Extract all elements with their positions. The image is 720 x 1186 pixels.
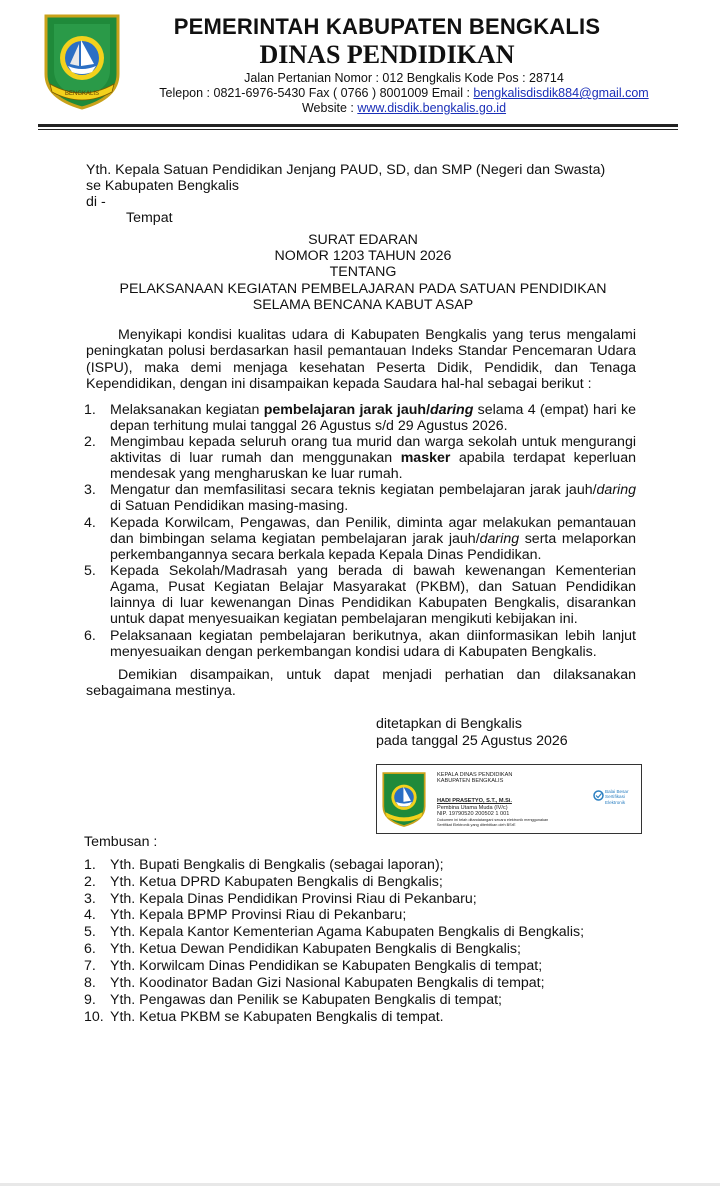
closing-paragraph: Demikian disampaikan, untuk dapat menjadi perhatian dan dilaksanakan sebagaimana mestinya. <box>86 667 636 700</box>
e-sign-note-2: Sertifikat Elektronik yang diterbitkan oleh BSrE <box>437 823 516 827</box>
cc-number: 1. <box>84 857 96 873</box>
cc-number: 5. <box>84 924 96 940</box>
cc-item-4 <box>84 907 644 923</box>
email-link[interactable]: bengkalisdisdik884@gmail.com <box>473 86 649 100</box>
signer-title-2: KABUPATEN BENGKALIS <box>437 778 504 784</box>
letter-number: NOMOR 1203 TAHUN 2026 <box>274 248 452 264</box>
cc-item-9 <box>84 992 644 1008</box>
contact-prefix: Telepon : 0821-6976-5430 Fax ( 0766 ) 8001009 Email : <box>159 86 474 100</box>
recipient-place: Tempat <box>126 210 173 226</box>
cc-number: 8. <box>84 975 96 991</box>
cc-number: 2. <box>84 874 96 890</box>
item-emphasis-italic: daring <box>430 402 474 418</box>
cc-item-7 <box>84 958 644 974</box>
bsre-line-3: Elektronik <box>605 799 626 805</box>
item-text: Mengatur dan memfasilitasi secara teknis kegiatan pembelajaran jarak jauh/ <box>110 482 597 498</box>
cc-title: Tembusan : <box>84 834 158 850</box>
website-prefix: Website : <box>301 101 358 115</box>
list-number: 4. <box>84 515 96 531</box>
letter-subject-1: PELAKSANAAN KEGIATAN PEMBELAJARAN PADA SATUAN PENDIDIKAN <box>119 281 607 297</box>
signer-nip: NIP. 19790520 200502 1 001 <box>437 811 510 817</box>
intro-paragraph: Menyikapi kondisi kualitas udara di Kabupaten Bengkalis yang terus mengalami peningkatan polusi berdasarkan hasil pemantauan Indeks Standar Pencemaran Udara (ISPU), maka demi menjaga kesehatan Peserta Didik, Pendidik, dan Tenaga Kependidikan, dengan ini disampaikan kepada Saudara hal-hal sebagai berikut : <box>86 327 636 392</box>
cc-number: 10. <box>84 1009 104 1025</box>
cc-text: Yth. Korwilcam Dinas Pendidikan se Kabupaten Bengkalis di tempat; <box>110 958 543 974</box>
letterhead-rule-thin <box>38 129 678 130</box>
bsre-logo-icon <box>593 790 604 801</box>
list-item-1 <box>84 402 636 434</box>
list-item-5 <box>84 563 636 627</box>
item-text: selama 4 (empat) hari ke depan terhitung mulai tanggal 26 Agustus s/d 29 Agustus 2026. <box>110 402 636 434</box>
cc-number: 9. <box>84 992 96 1008</box>
item-italic: daring <box>479 531 520 547</box>
item-text: Pelaksanaan kegiatan pembelajaran berikutnya, akan diinformasikan lebih lanjut menyesuaikan dengan perkembangan kondisi udara di Kabupaten Bengkalis. <box>110 628 636 660</box>
signer-title-1: KEPALA DINAS PENDIDIKAN <box>437 772 513 778</box>
cc-text: Yth. Bupati Bengkalis di Bengkalis (sebagai laporan); <box>110 857 444 873</box>
cc-item-2 <box>84 874 644 890</box>
list-item-3 <box>84 482 636 514</box>
emblem-ribbon-text: BENGKALIS <box>64 91 100 97</box>
cc-number: 3. <box>84 891 96 907</box>
bengkalis-emblem-small <box>381 770 427 828</box>
item-text: di Satuan Pendidikan masing-masing. <box>110 498 349 514</box>
letter-type: SURAT EDARAN <box>308 232 418 248</box>
list-item-4 <box>84 515 636 563</box>
cc-item-8 <box>84 975 644 991</box>
government-name: PEMERINTAH KABUPATEN BENGKALIS <box>173 14 601 39</box>
cc-number: 7. <box>84 958 96 974</box>
item-text: Mengimbau kepada seluruh orang tua murid dan warga sekolah untuk mengurangi aktivitas di luar rumah dan menggunakan <box>110 434 636 466</box>
cc-item-1 <box>84 857 644 873</box>
signature-date: pada tanggal 25 Agustus 2026 <box>376 733 568 749</box>
signer-name: HADI PRASETYO, S.T., M.Si. <box>437 798 512 804</box>
cc-text: Yth. Kepala Kantor Kementerian Agama Kabupaten Bengkalis di Bengkalis; <box>110 924 585 940</box>
item-text: Kepada Korwilcam, Pengawas, dan Penilik, diminta agar melakukan pemantauan dan bimbingan selama kegiatan pembelajaran jarak jauh/ <box>110 515 636 547</box>
list-number: 1. <box>84 402 96 418</box>
cc-item-10 <box>84 1009 644 1025</box>
cc-text: Yth. Ketua PKBM se Kabupaten Bengkalis di tempat. <box>110 1009 444 1025</box>
item-emphasis: masker <box>400 450 451 466</box>
bsre-line-1: Balai Besar <box>605 789 629 794</box>
website-link[interactable]: www.disdik.bengkalis.go.id <box>357 101 507 115</box>
item-text: apabila terdapat keperluan mendesak yang mengharuskan ke luar rumah. <box>110 450 636 482</box>
cc-text: Yth. Ketua Dewan Pendidikan Kabupaten Bengkalis di Bengkalis; <box>110 941 521 957</box>
letterhead-rule-thick <box>38 124 678 127</box>
cc-text: Yth. Kepala BPMP Provinsi Riau di Pekanbaru; <box>110 907 407 923</box>
signature-place: ditetapkan di Bengkalis <box>376 716 522 732</box>
cc-number: 4. <box>84 907 96 923</box>
list-item-2 <box>84 434 636 482</box>
department-name: DINAS PENDIDIKAN <box>259 40 515 69</box>
item-emphasis: pembelajaran jarak jauh/ <box>263 402 431 418</box>
letter-about: TENTANG <box>329 264 397 280</box>
recipient-line-1: Yth. Kepala Satuan Pendidikan Jenjang PAUD, SD, dan SMP (Negeri dan Swasta) <box>86 162 606 178</box>
electronic-signature-box <box>376 764 642 834</box>
list-number: 6. <box>84 628 96 644</box>
item-italic: daring <box>596 482 636 498</box>
recipient-line-2: se Kabupaten Bengkalis <box>86 178 240 194</box>
list-number: 5. <box>84 563 96 579</box>
item-text: serta melaporkan perkembangannya secara berkala kepada Kepala Dinas Pendidikan. <box>110 531 636 563</box>
cc-item-6 <box>84 941 644 957</box>
list-item-6 <box>84 628 636 660</box>
e-sign-note-1: Dokumen ini telah ditandatangani secara elektronik menggunakan <box>437 818 549 822</box>
list-number: 2. <box>84 434 96 450</box>
office-address: Jalan Pertanian Nomor : 012 Bengkalis Kode Pos : 28714 <box>244 71 564 85</box>
cc-text: Yth. Pengawas dan Penilik se Kabupaten Bengkalis di tempat; <box>110 992 502 1008</box>
item-text: Kepada Sekolah/Madrasah yang berada di bawah kewenangan Kementerian Agama, Pusat Kegiatan Belajar Masyarakat (PKBM), dan Satuan Pendidikan lainnya di luar kewenangan Dinas Pendidikan Kabupaten Bengkalis, disarankan untuk dapat menyesuaikan kegiatan pembelajaran mengikuti kebijakan ini. <box>110 563 636 627</box>
cc-text: Yth. Koodinator Badan Gizi Nasional Kabupaten Bengkalis di tempat; <box>110 975 545 991</box>
cc-text: Yth. Ketua DPRD Kabupaten Bengkalis di Bengkalis; <box>110 874 443 890</box>
list-number: 3. <box>84 482 96 498</box>
cc-item-5 <box>84 924 644 940</box>
cc-number: 6. <box>84 941 96 957</box>
cc-text: Yth. Kepala Dinas Pendidikan Provinsi Riau di Pekanbaru; <box>110 891 477 907</box>
recipient-line-3: di - <box>86 194 106 210</box>
item-text: Melaksanakan kegiatan <box>110 402 264 418</box>
cc-item-3 <box>84 891 644 907</box>
letter-subject-2: SELAMA BENCANA KABUT ASAP <box>252 297 474 313</box>
bsre-line-2: Sertifikasi <box>605 794 625 800</box>
website-line <box>0 101 720 116</box>
contact-line <box>0 86 720 101</box>
signer-rank: Pembina Utama Muda (IV/c) <box>437 805 508 811</box>
